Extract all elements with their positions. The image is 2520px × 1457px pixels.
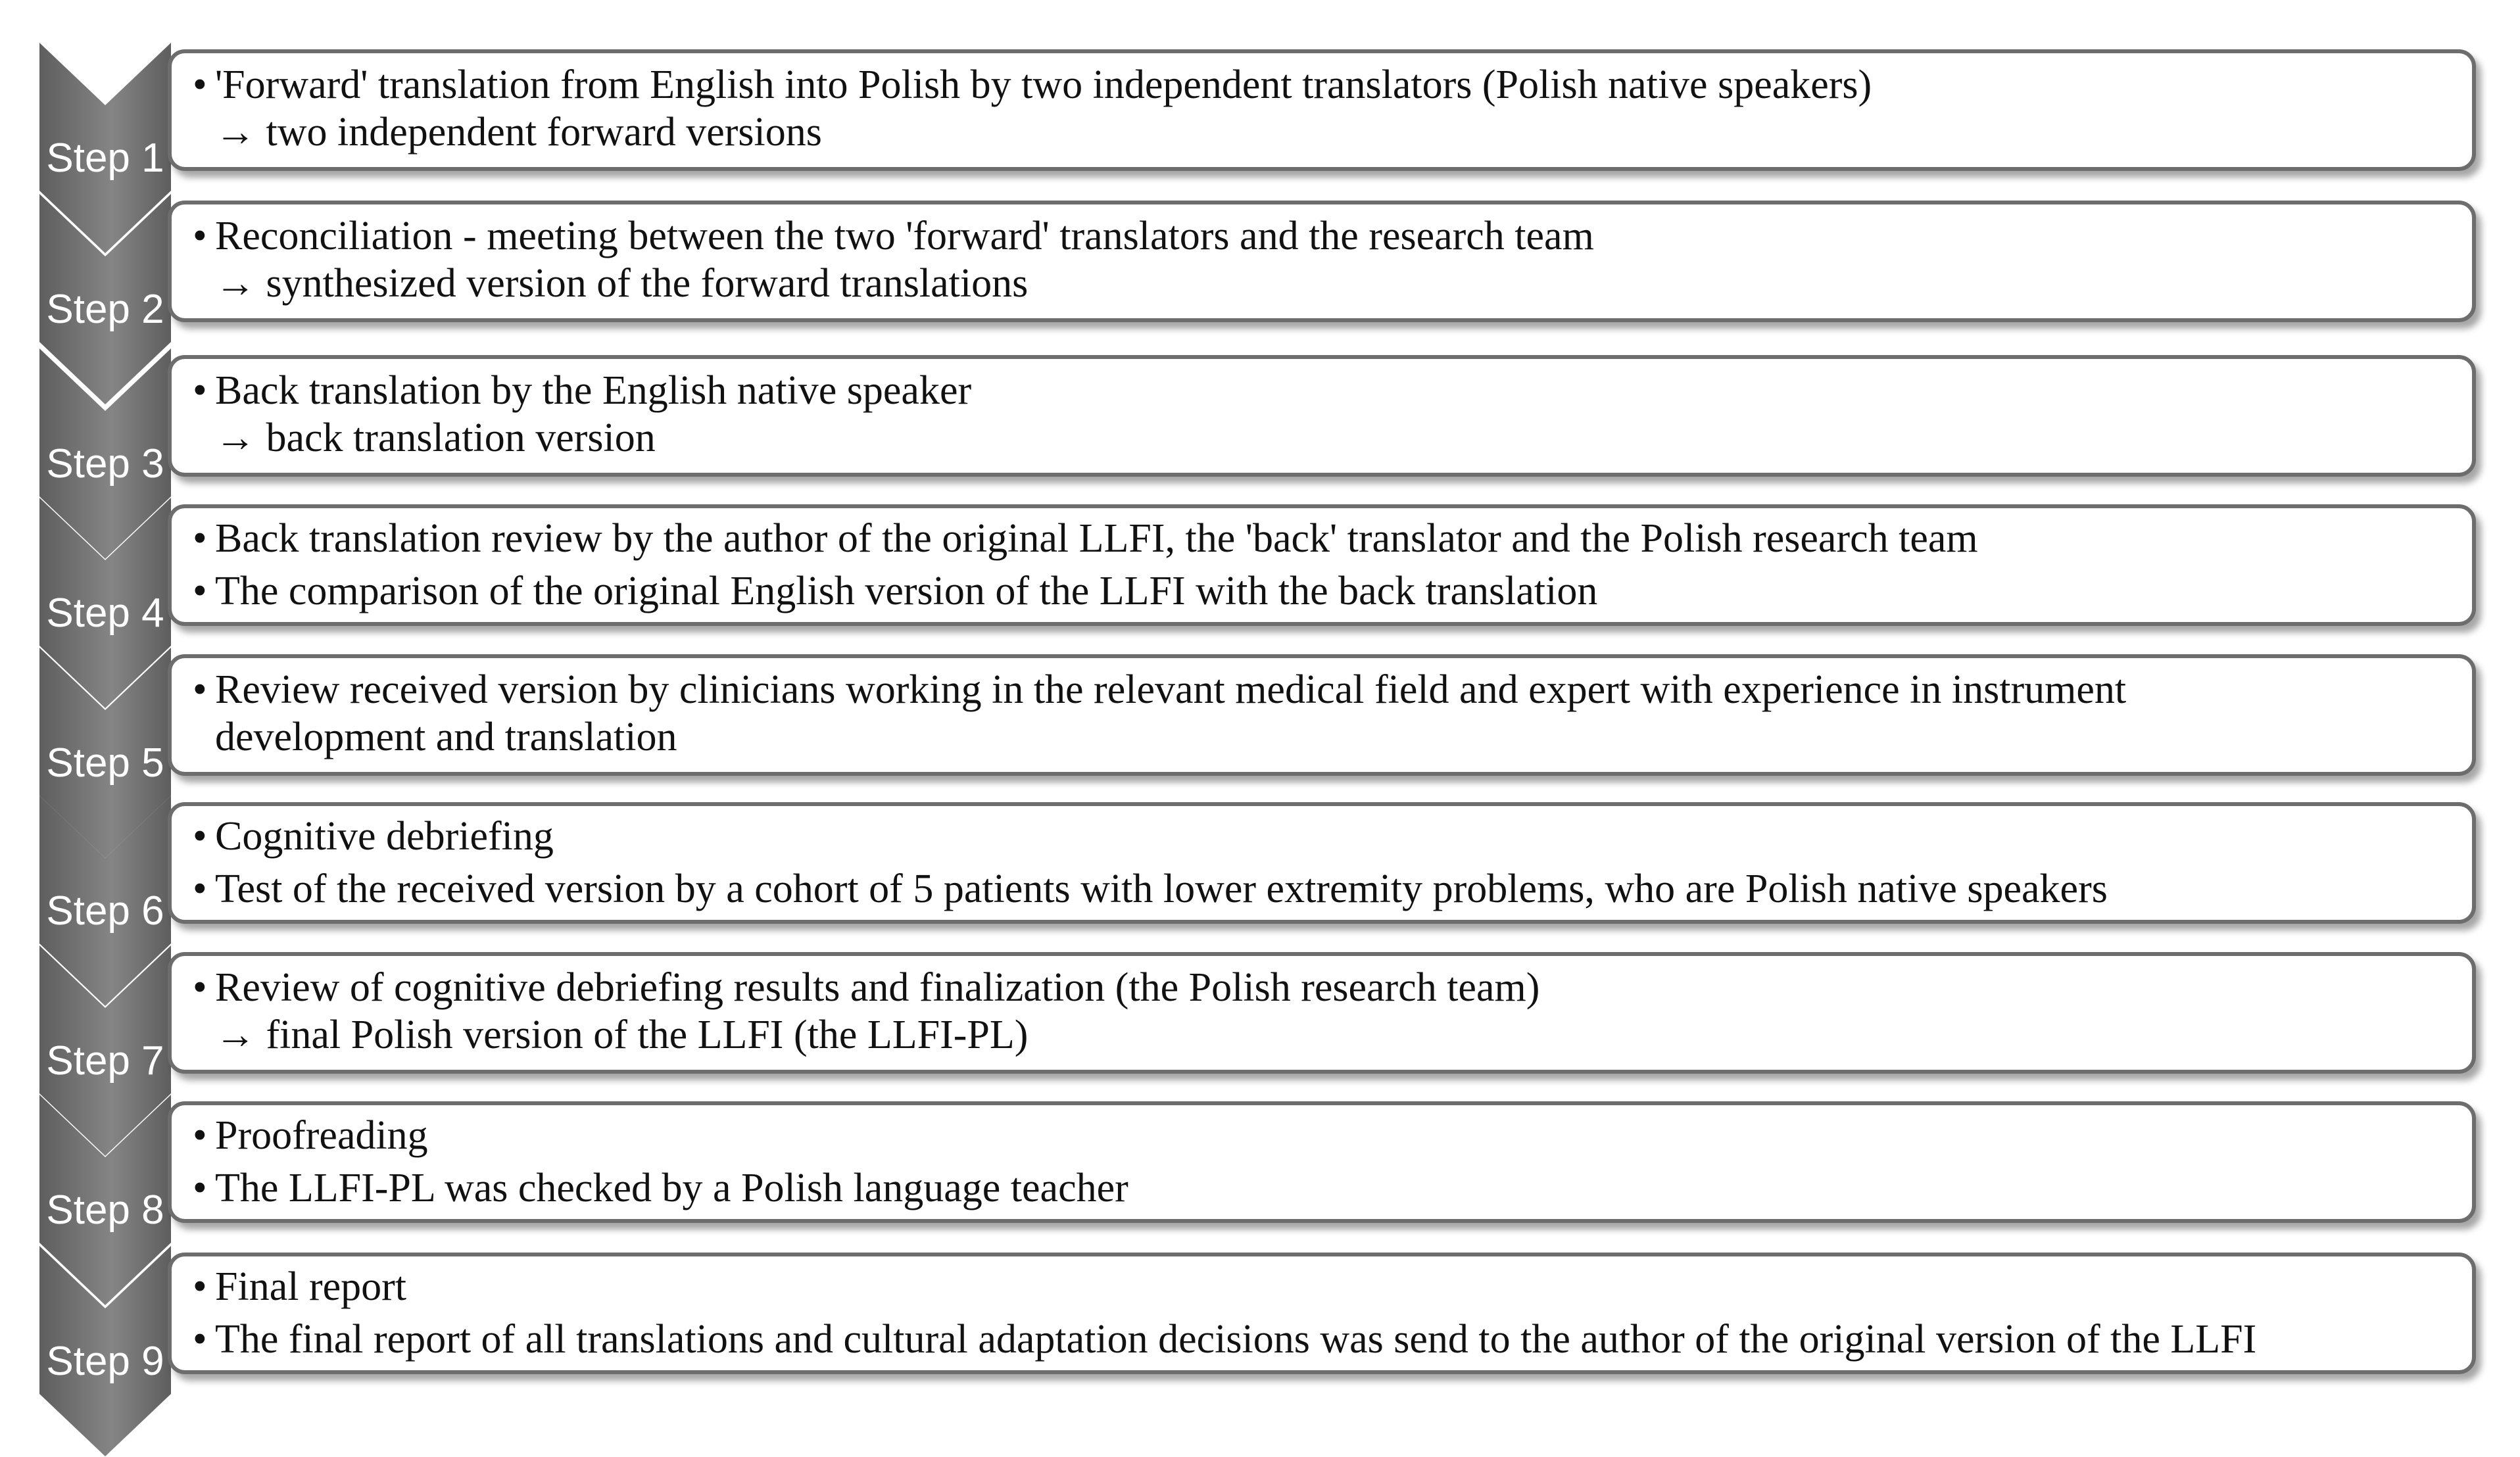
step-text — [193, 813, 2452, 913]
continuation-line: development and translation — [215, 715, 677, 759]
bullet-line: • Back translation by the English native speaker — [193, 367, 2452, 414]
step-text — [193, 212, 2452, 307]
bullet-line: • 'Forward' translation from English into Polish by two independent translators (Polish native speakers) — [193, 61, 2452, 108]
step-chevron — [39, 1246, 171, 1456]
step-label: Step 5 — [46, 740, 164, 786]
bullet-line: • Final report — [193, 1263, 2452, 1310]
step-label: Step 6 — [46, 888, 164, 934]
bullet-line: • Review received version by clinicians working in the relevant medical field and expert with experience in instrument — [193, 666, 2452, 713]
step-label: Step 3 — [46, 441, 164, 487]
step-box — [168, 952, 2476, 1074]
step-label: Step 4 — [46, 590, 164, 636]
step-box — [168, 201, 2476, 322]
bullet-line: • Review of cognitive debriefing results and finalization (the Polish research team) — [193, 964, 2452, 1011]
bullet-line: • The comparison of the original English version of the LLFI with the back translation — [193, 567, 2452, 615]
step-box — [168, 1101, 2476, 1223]
continuation-line: → back translation version — [215, 416, 656, 460]
step-box — [168, 654, 2476, 776]
step-text — [193, 367, 2452, 462]
step-box — [168, 1253, 2476, 1374]
step-text — [193, 61, 2452, 156]
continuation-line: → synthesized version of the forward translations — [215, 261, 1029, 306]
step-label: Step 9 — [46, 1339, 164, 1384]
step-text — [193, 1112, 2452, 1212]
step-text — [193, 515, 2452, 615]
bullet-line: • Proofreading — [193, 1112, 2452, 1159]
bullet-line: • Cognitive debriefing — [193, 813, 2452, 860]
step-box — [168, 355, 2476, 477]
step-text — [193, 666, 2452, 761]
continuation-line: → two independent forward versions — [215, 110, 822, 155]
step-label: Step 7 — [46, 1038, 164, 1084]
step-box — [168, 802, 2476, 924]
bullet-line: • Reconciliation - meeting between the two 'forward' translators and the research team — [193, 212, 2452, 260]
bullet-line: • The final report of all translations and cultural adaptation decisions was send to the author of the original version of the LLFI — [193, 1316, 2452, 1363]
step-text — [193, 1263, 2452, 1363]
step-box — [168, 504, 2476, 626]
bullet-line: • The LLFI-PL was checked by a Polish language teacher — [193, 1164, 2452, 1212]
step-label: Step 8 — [46, 1187, 164, 1233]
step-text — [193, 964, 2452, 1059]
step-label: Step 2 — [46, 287, 164, 332]
continuation-line: → final Polish version of the LLFI (the LLFI-PL) — [215, 1013, 1029, 1057]
step-box — [168, 49, 2476, 171]
bullet-line: • Test of the received version by a cohort of 5 patients with lower extremity problems, who are Polish native speakers — [193, 865, 2452, 913]
bullet-line: • Back translation review by the author of the original LLFI, the 'back' translator and the Polish research team — [193, 515, 2452, 562]
step-label: Step 1 — [46, 135, 164, 181]
